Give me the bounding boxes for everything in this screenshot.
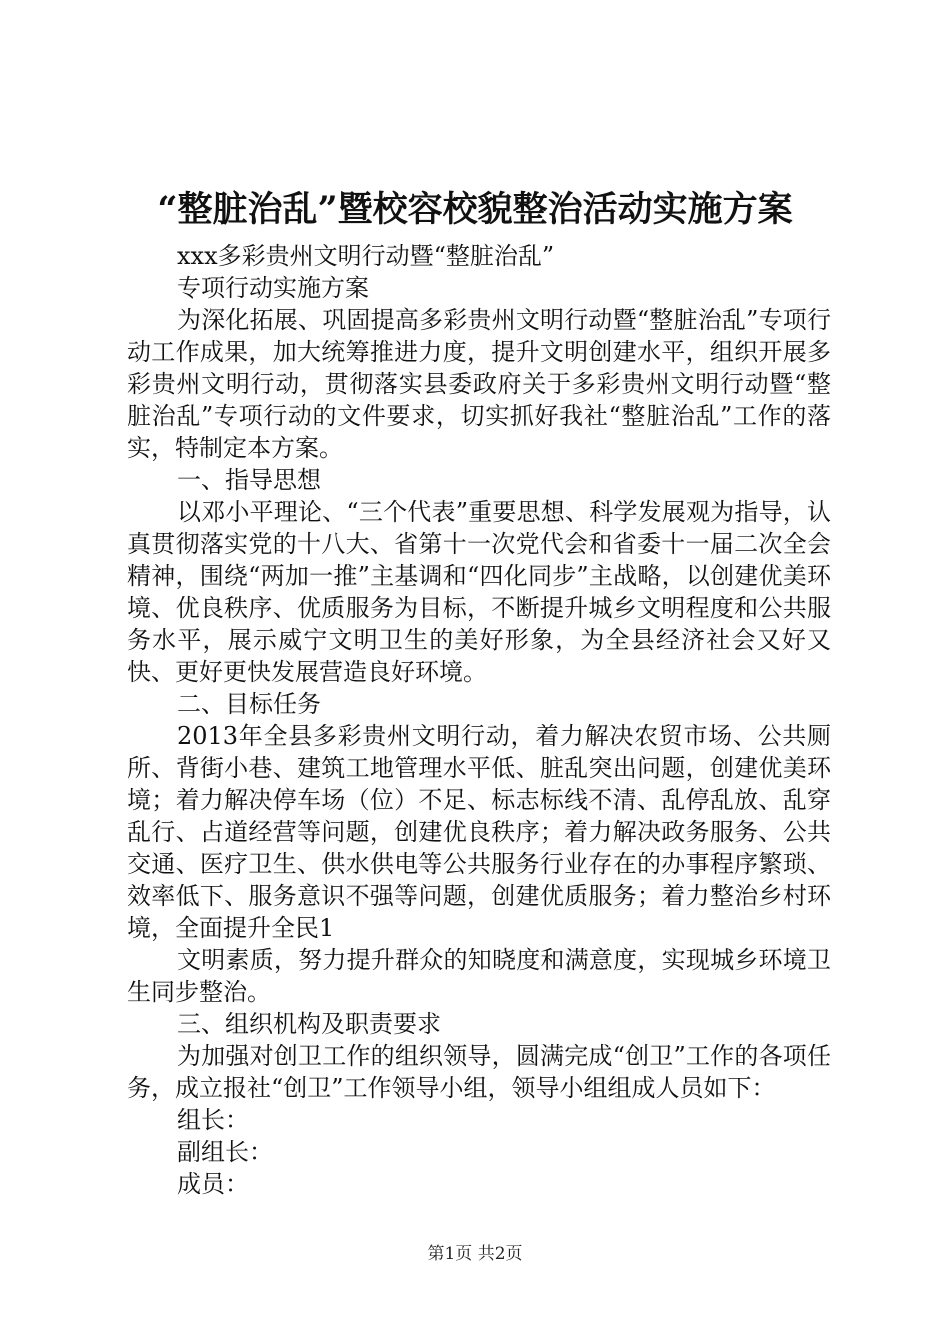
leader-line: 组长：	[177, 1106, 249, 1134]
organization-paragraph: 为加强对创卫工作的组织领导，圆满完成“创卫”工作的各项任务，成立报社“创卫”工作领导小组，领导小组组成人员如下：	[127, 1042, 831, 1102]
document-title: “整脏治乱”暨校容校貌整治活动实施方案	[157, 189, 793, 230]
page-footer: 第1页 共2页	[427, 1244, 523, 1264]
guiding-thought-paragraph: 以邓小平理论、“三个代表”重要思想、科学发展观为指导，认真贯彻落实党的十八大、省第十一次党代会和省委十一届二次全会精神，围绕“两加一推”主基调和“四化同步”主战略，以创建优美环境、优良秩序、优质服务为目标，不断提升城乡文明程度和公共服务水平，展示威宁文明卫生的美好形象，为全县经济社会又好又快、更好更快发展营造良好环境。	[127, 498, 831, 686]
section-heading-goals: 二、目标任务	[177, 690, 321, 718]
subtitle-line-1: xxx多彩贵州文明行动暨“整脏治乱”	[177, 242, 555, 270]
members-line: 成员：	[177, 1170, 249, 1198]
document-body	[127, 240, 831, 1200]
section-heading-guiding-thought: 一、指导思想	[177, 466, 321, 494]
goals-paragraph: 2013年全县多彩贵州文明行动，着力解决农贸市场、公共厕所、背街小巷、建筑工地管理水平低、脏乱突出问题，创建优美环境；着力解决停车场（位）不足、标志标线不清、乱停乱放、乱穿乱行、占道经营等问题，创建优良秩序；着力解决政务服务、公共交通、医疗卫生、供水供电等公共服务行业存在的办事程序繁琐、效率低下、服务意识不强等问题，创建优质服务；着力整治乡村环境，全面提升全民1	[127, 722, 831, 942]
deputy-leader-line: 副组长：	[177, 1138, 273, 1166]
goals-paragraph-continued: 文明素质，努力提升群众的知晓度和满意度，实现城乡环境卫生同步整治。	[127, 946, 831, 1006]
subtitle-line-2: 专项行动实施方案	[177, 274, 369, 302]
section-heading-organization: 三、组织机构及职责要求	[177, 1010, 441, 1038]
intro-paragraph: 为深化拓展、巩固提高多彩贵州文明行动暨“整脏治乱”专项行动工作成果，加大统筹推进力度，提升文明创建水平，组织开展多彩贵州文明行动，贯彻落实县委政府关于多彩贵州文明行动暨“整脏治乱”专项行动的文件要求，切实抓好我社“整脏治乱”工作的落实，特制定本方案。	[127, 306, 831, 462]
